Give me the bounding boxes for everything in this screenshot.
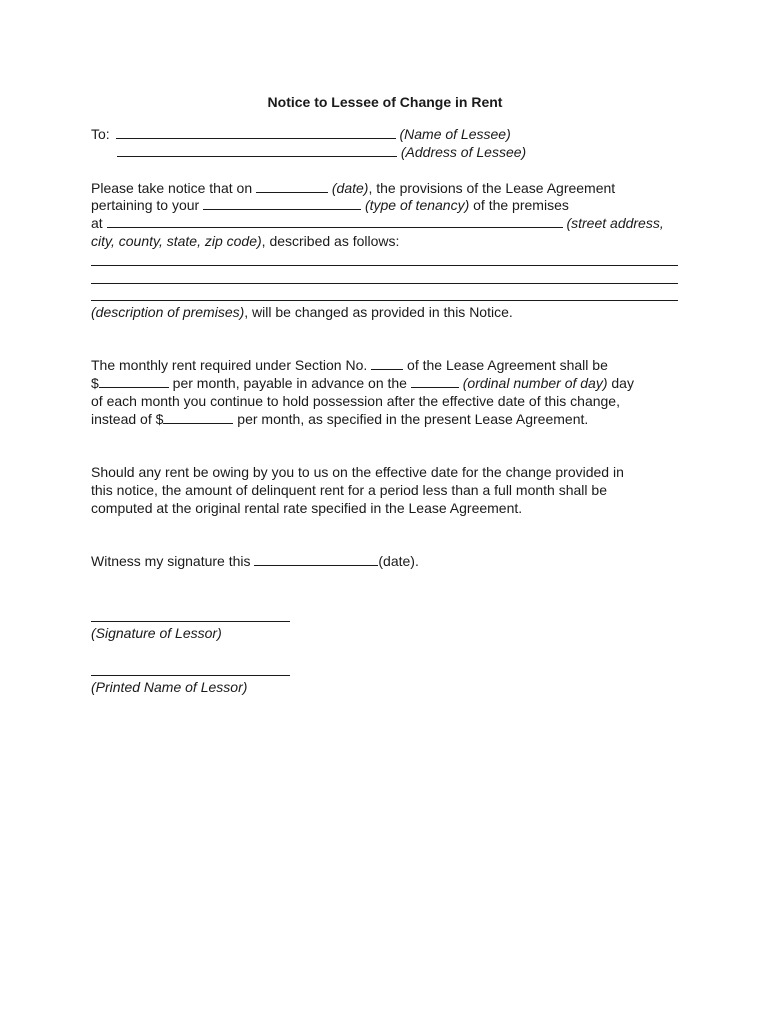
lessee-address-field[interactable] (117, 143, 397, 157)
para2-text: The monthly rent required under Section No. (91, 357, 368, 373)
signature-field[interactable] (91, 621, 290, 622)
tenancy-type-hint: (type of tenancy) (364, 197, 470, 213)
printed-name-hint: (Printed Name of Lessor) (91, 679, 248, 695)
para1-text: , described as follows: (261, 233, 400, 249)
para1-line3 (91, 214, 664, 232)
para1-line2 (91, 196, 569, 214)
para1-line1 (91, 179, 615, 197)
para1-text: Please take notice that on (91, 180, 253, 196)
signature-hint: (Signature of Lessor) (91, 625, 222, 641)
para1-text: pertaining to your (91, 197, 200, 213)
para3-line1: Should any rent be owing by you to us on the effective date for the change provided in (91, 464, 624, 480)
para1-text: at (91, 215, 103, 231)
new-rent-amount-field[interactable] (99, 374, 169, 388)
street-address-hint: (street address, (566, 215, 664, 231)
witness-text: Witness my signature this (91, 553, 251, 569)
para1-text: , the provisions of the Lease Agreement (368, 180, 616, 196)
para2-text: day (607, 375, 634, 391)
para2-text: of the Lease Agreement shall be (403, 357, 608, 373)
para1-line4 (91, 232, 399, 250)
lessee-name-field[interactable] (116, 125, 396, 139)
para3-line2: this notice, the amount of delinquent rent for a period less than a full month shall be (91, 482, 607, 498)
city-county-hint: city, county, state, zip code) (91, 233, 262, 249)
ordinal-day-hint: (ordinal number of day) (462, 375, 608, 391)
para2-text: per month, payable in advance on the (168, 375, 407, 391)
notice-date-field[interactable] (256, 179, 328, 193)
description-hint: (description of premises) (91, 304, 245, 320)
para2-text: instead of $ (91, 411, 164, 427)
para3-line3: computed at the original rental rate specified in the Lease Agreement. (91, 500, 523, 516)
notice-date-hint: (date) (331, 180, 369, 196)
witness-line (91, 552, 419, 570)
lessee-address-hint: (Address of Lessee) (400, 144, 527, 160)
para2-text: $ (91, 375, 99, 391)
tenancy-type-field[interactable] (203, 196, 361, 210)
para1-text: , will be changed as provided in this Notice. (244, 304, 513, 320)
para2-line3: of each month you continue to hold possession after the effective date of this change, (91, 393, 620, 409)
para1-text: of the premises (469, 197, 569, 213)
description-line-3[interactable] (91, 300, 678, 301)
witness-text: (date). (378, 553, 419, 569)
para1-line8 (91, 303, 513, 321)
para2-line4 (91, 410, 588, 428)
to-name-line (91, 125, 511, 143)
day-of-month-field[interactable] (411, 374, 459, 388)
to-label: To: (91, 126, 110, 142)
lessee-name-hint: (Name of Lessee) (399, 126, 511, 142)
document-title: Notice to Lessee of Change in Rent (267, 94, 503, 110)
to-address-line (117, 143, 526, 161)
description-line-1[interactable] (91, 265, 678, 266)
section-number-field[interactable] (371, 356, 403, 370)
para2-text: per month, as specified in the present Lease Agreement. (233, 411, 589, 427)
printed-name-field[interactable] (91, 675, 290, 676)
para2-line2 (91, 374, 634, 392)
street-address-field[interactable] (107, 214, 563, 228)
old-rent-amount-field[interactable] (163, 410, 233, 424)
para2-line1 (91, 356, 608, 374)
witness-date-field[interactable] (254, 552, 378, 566)
description-line-2[interactable] (91, 283, 678, 284)
